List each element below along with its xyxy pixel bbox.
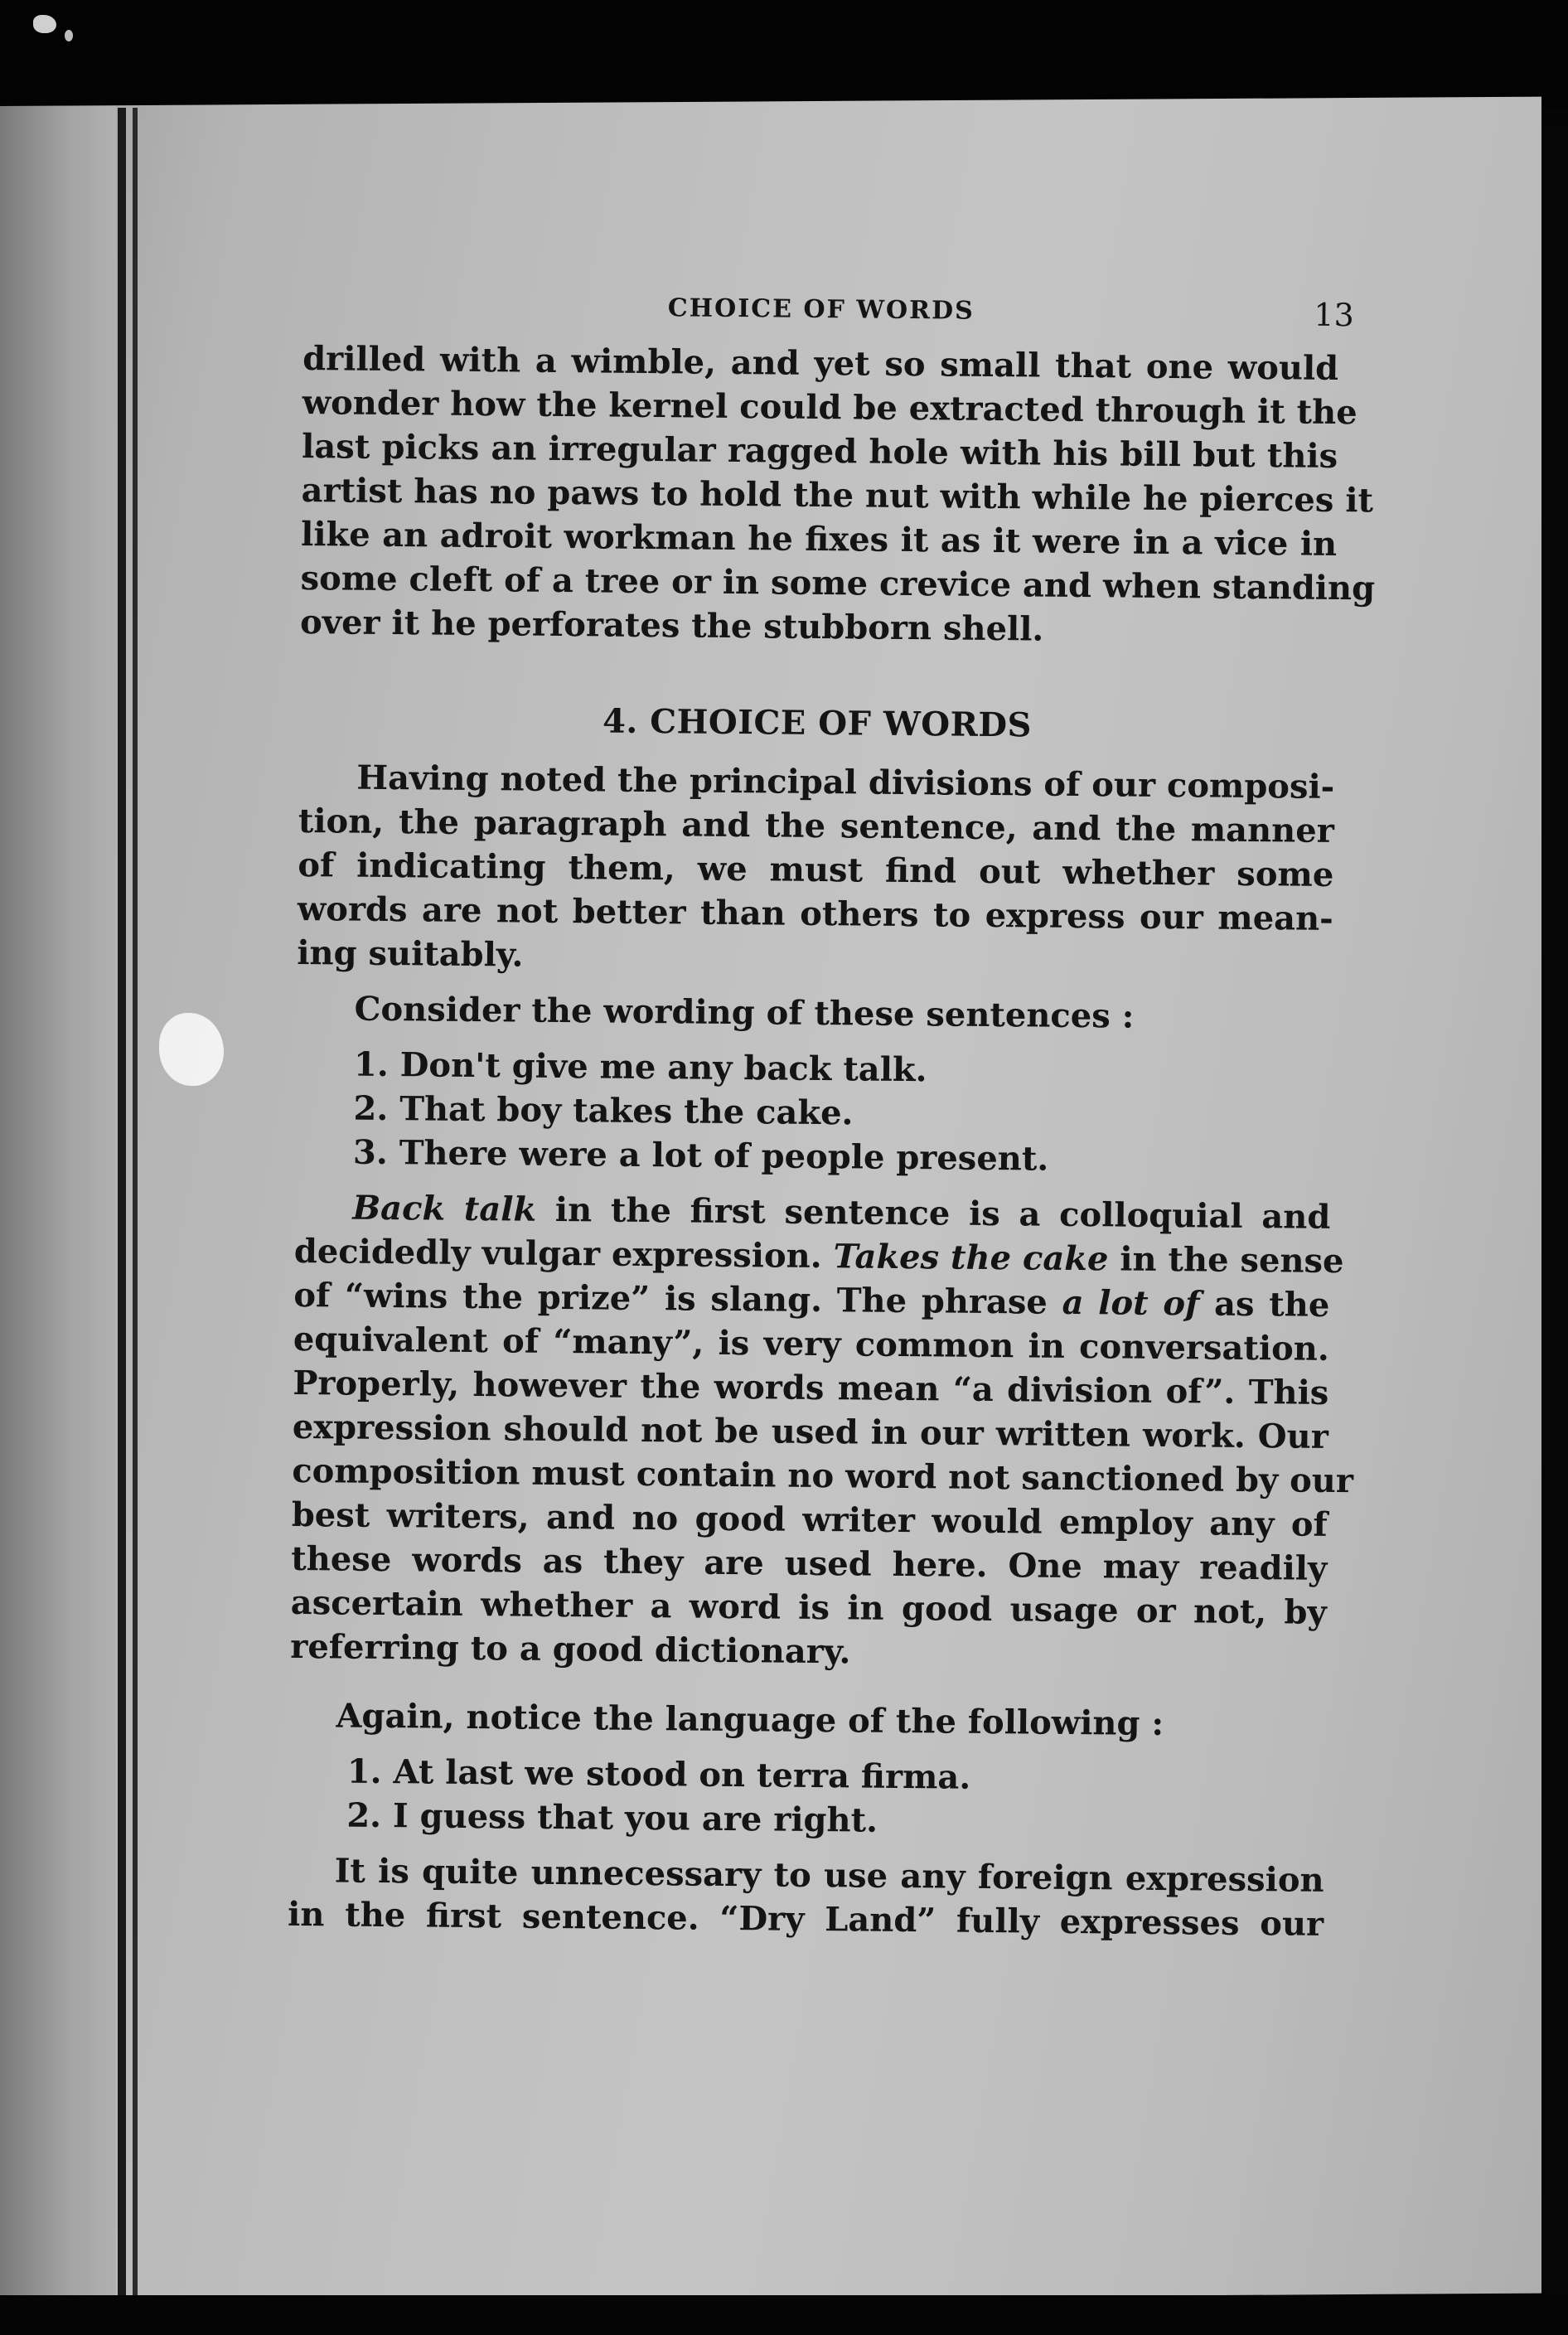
italic-term: Takes the cake xyxy=(833,1237,1109,1279)
section-heading: 4. CHOICE OF WORDS xyxy=(602,701,1033,745)
line-text: decidedly vulgar expression. xyxy=(293,1231,834,1276)
paragraph-line: equivalent of “many”, is very common in conversation. xyxy=(293,1319,1330,1369)
dust-speck xyxy=(65,30,73,41)
paragraph-line: last picks an irregular ragged hole with his bill but this xyxy=(301,426,1338,476)
line-text: in the first sentence is a colloquial and xyxy=(535,1189,1331,1237)
paragraph-line: best writers, and no good writer would employ any of xyxy=(291,1494,1328,1544)
paragraph-line: artist has no paws to hold the nut with while he pierces it xyxy=(301,470,1374,521)
scan-right-border xyxy=(1541,124,1568,2335)
opening-paragraph xyxy=(299,337,1376,654)
scan-top-border xyxy=(0,0,1568,108)
italic-term: a lot of xyxy=(1062,1282,1200,1324)
line-text: as the xyxy=(1199,1284,1330,1325)
following-list xyxy=(288,1749,1325,1847)
paragraph-line: in the first sentence. “Dry Land” fully expresses our xyxy=(287,1894,1324,1944)
explanation-paragraph xyxy=(290,1185,1354,1679)
paragraph-line: over it he perforates the stubborn shell. xyxy=(299,602,1044,649)
paragraph-line: drilled with a wimble, and yet so small that one would xyxy=(302,338,1339,388)
again-line: Again, notice the language of the following : xyxy=(336,1696,1164,1744)
dust-speck xyxy=(33,15,56,33)
page-number: 13 xyxy=(1314,296,1354,334)
consider-line: Consider the wording of these sentences : xyxy=(354,989,1135,1036)
intro-paragraph xyxy=(297,755,1334,985)
paragraph-line: ascertain whether a word is in good usage or not, by xyxy=(290,1582,1327,1632)
paragraph-line: expression should not be used in our written work. Our xyxy=(292,1407,1329,1456)
binding-gutter-line xyxy=(133,108,138,2304)
paragraph-line: Properly, however the words mean “a division of”. This xyxy=(293,1363,1329,1412)
running-head xyxy=(302,290,1354,346)
paragraph-line: ing suitably. xyxy=(297,933,524,975)
list-item: 3. There were a lot of people present. xyxy=(352,1132,1049,1179)
closing-paragraph xyxy=(288,1848,1324,1946)
list-item: 2. I guess that you are right. xyxy=(346,1795,878,1840)
paragraph-line: these words as they are used here. One may readily xyxy=(291,1538,1328,1588)
paragraph-line: some cleft of a tree or in some crevice and when standing xyxy=(300,558,1376,608)
paragraph-line: words are not better than others to express our mean- xyxy=(297,889,1334,938)
italic-term: Back talk xyxy=(352,1188,537,1229)
paragraph-line: Having noted the principal divisions of our composi- xyxy=(356,758,1335,807)
binding-gutter-line xyxy=(118,108,126,2304)
paragraph-line: tion, the paragraph and the sentence, and the manner xyxy=(298,801,1335,850)
page-text xyxy=(287,290,1376,1946)
facing-page-edge xyxy=(0,106,116,2311)
list-item: 1. Don't give me any back talk. xyxy=(353,1044,927,1090)
list-item: 1. At last we stood on terra firma. xyxy=(346,1751,971,1797)
line-text: in the sense xyxy=(1108,1239,1344,1281)
running-head-title: CHOICE OF WORDS xyxy=(667,293,975,326)
scan-bottom-border xyxy=(0,2295,1568,2335)
example-list xyxy=(295,1042,1332,1184)
paragraph-line: composition must contain no word not sanctioned by our xyxy=(292,1451,1354,1501)
paragraph-line: It is quite unnecessary to use any foreign expression xyxy=(334,1851,1324,1900)
line-text: of “wins the prize” is slang. The phrase xyxy=(293,1275,1062,1322)
list-item: 2. That boy takes the cake. xyxy=(353,1088,854,1133)
paragraph-line: referring to a good dictionary. xyxy=(290,1626,851,1672)
paragraph-line: like an adroit workman he fixes it as it were in a vice in xyxy=(300,514,1338,564)
paragraph-line: of indicating them, we must find out whether some xyxy=(298,845,1334,894)
paragraph-line: wonder how the kernel could be extracted through it the xyxy=(302,382,1357,433)
